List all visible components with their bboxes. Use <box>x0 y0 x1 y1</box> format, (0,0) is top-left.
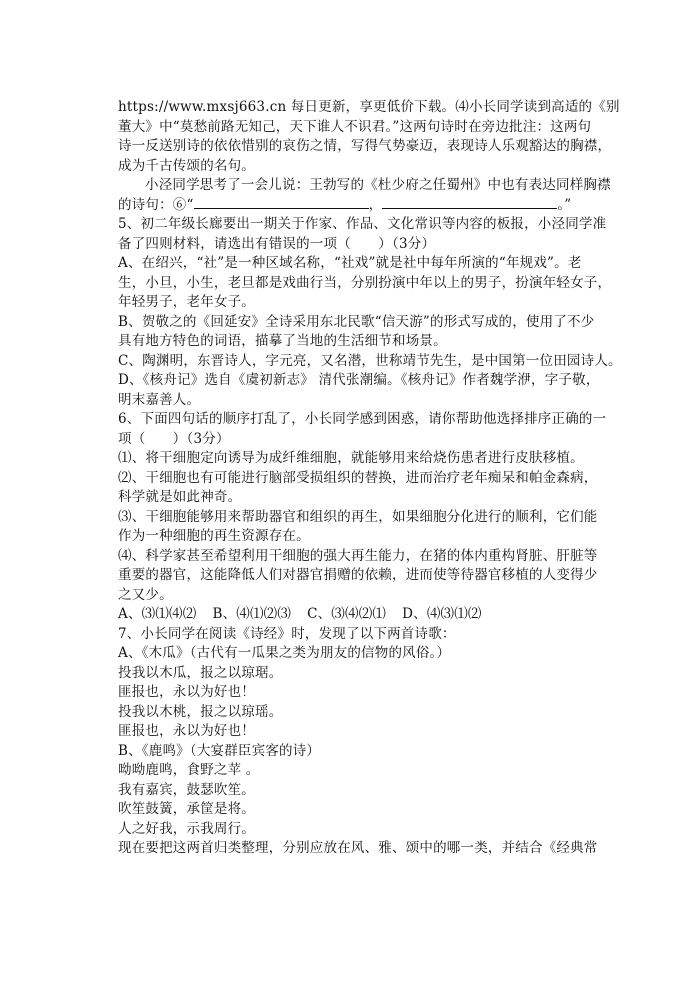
text-line: 诗一反送别诗的依依惜别的哀伤之情，写得气势豪迈，表现诗人乐观豁达的胸襟， <box>118 138 612 154</box>
poem-line: 人之好我，示我周行。 <box>118 820 255 837</box>
choice-a[interactable]: A、⑶⑴⑷⑵ <box>118 606 197 622</box>
answer-blank-2[interactable] <box>382 196 557 209</box>
sentence-1: ⑴、将干细胞定向诱导为成纤维细胞，就能够用来给烧伤患者进行皮肤移植。 <box>118 450 584 466</box>
text-line: 之又少。 <box>118 586 173 603</box>
text-line: 重要的器官，这能降低人们对器官捐赠的依赖，进而使等待器官移植的人变得少 <box>118 567 598 583</box>
sentence-2: ⑵、干细胞也有可能进行脑部受损组织的替换，进而治疗老年痴呆和帕金森病， <box>118 469 598 486</box>
text-line: 作为一种细胞的再生资源存在。 <box>118 528 310 544</box>
option-a: A、在绍兴，“社”是一种区域名称，“社戏”就是社中每年所演的“年规戏”。老 <box>118 255 582 271</box>
blank-comma: ， <box>368 196 383 213</box>
poem-line: 吹笙鼓簧，承筐是将。 <box>118 801 255 817</box>
poem-a-title: A、《木瓜》（古代有一瓜果之类为朋友的信物的风俗。） <box>118 645 451 661</box>
text-line: 备了四则材料，请选出有错误的一项（ ）（3分） <box>118 235 436 252</box>
question-6: 6、下面四句话的顺序打乱了，小长同学感到困惑，请你帮助他选择排序正确的一 <box>118 411 607 427</box>
fill-blank-line <box>118 196 618 216</box>
text-line: 小泾同学思考了一会儿说：王勃写的《杜少府之任蜀州》中也有表达同样胸襟 <box>145 177 611 193</box>
blank-suffix: 。” <box>557 196 572 213</box>
text-line: 明末嘉善人。 <box>118 391 201 408</box>
text-line: https://www.mxsj663.cn 每日更新，享更低价下载。⑷小长同学读到高适的《别 <box>118 99 620 115</box>
sentence-3: ⑶、干细胞能够用来帮助器官和组织的再生，如果细胞分化进行的顺利，它们能 <box>118 508 598 525</box>
option-b: B、贺敬之的《回延安》全诗采用东北民歌“信天游”的形式写成的，使用了不少 <box>118 313 595 330</box>
question-5: 5、初二年级长廊要出一期关于作家、作品、文化常识等内容的板报，小泾同学准 <box>118 216 607 232</box>
text-line: 生，小旦，小生，老旦都是戏曲行当，分别扮演中年以上的男子，扮演年轻女子， <box>118 274 612 291</box>
answer-options <box>118 605 618 625</box>
poem-line: 呦呦鹿鸣，食野之苹 。 <box>118 762 260 778</box>
text-line: 成为千古传颂的名句。 <box>118 157 255 174</box>
poem-line: 投我以木瓜，报之以琼琚。 <box>118 664 283 681</box>
text-line: 具有地方特色的词语，描摹了当地的生活细节和场景。 <box>118 333 447 349</box>
text-line: 董大》中“莫愁前路无知己，天下谁人不识君。”这两句诗时在旁边批注：这两句 <box>118 118 592 135</box>
text-line: 年轻男子，老年女子。 <box>118 294 255 310</box>
poem-line: 我有嘉宾，鼓瑟吹笙。 <box>118 781 255 798</box>
poem-line: 匪报也，永以为好也！ <box>118 684 255 700</box>
question-7: 7、小长同学在阅读《诗经》时，发现了以下两首诗歌： <box>118 625 456 642</box>
document-page <box>118 98 622 859</box>
answer-blank-1[interactable] <box>194 196 369 209</box>
blank-prefix: 的诗句：⑥“ <box>118 196 194 213</box>
poem-line: 匪报也，永以为好也！ <box>118 723 255 739</box>
option-c: C、陶渊明，东晋诗人，字元亮，又名潜，世称靖节先生，是中国第一位田园诗人。 <box>118 352 622 369</box>
sentence-4: ⑷、科学家甚至希望利用干细胞的强大再生能力，在猪的体内重构肾脏、肝脏等 <box>118 547 598 564</box>
choice-d[interactable]: D、⑷⑶⑴⑵ <box>402 606 482 622</box>
choice-c[interactable]: C、⑶⑷⑵⑴ <box>307 606 387 622</box>
choice-b[interactable]: B、⑷⑴⑵⑶ <box>212 606 292 622</box>
option-d: D、《核舟记》选自《虞初新志》 清代张潮编。《核舟记》作者魏学洢，字子敬， <box>118 372 600 388</box>
text-line: 现在要把这两首归类整理，分别应放在风、雅、颂中的哪一类，并结合《经典常 <box>118 840 598 856</box>
text-line: 项（ ）（3分） <box>118 430 230 447</box>
poem-b-title: B、《鹿鸣》（大宴群臣宾客的诗） <box>118 742 321 759</box>
text-line: 科学就是如此神奇。 <box>118 489 242 505</box>
poem-line: 投我以木桃，报之以琼瑶。 <box>118 703 283 720</box>
